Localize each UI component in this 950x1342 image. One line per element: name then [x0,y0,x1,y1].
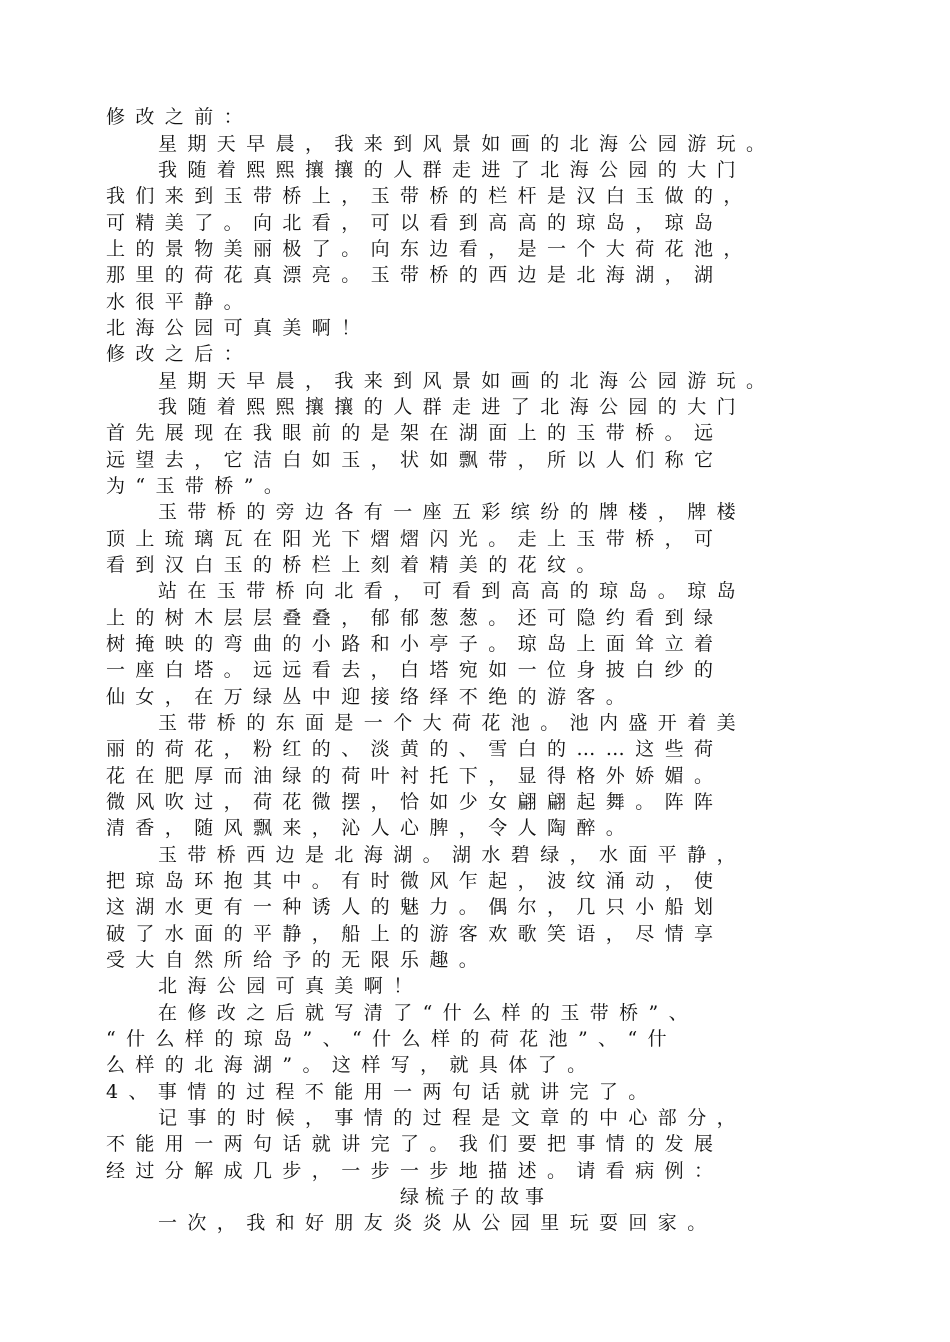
text-line: 这湖水更有一种诱人的魅力。偶尔，几只小船划 [106,896,724,918]
text-line: 为“玉带桥”。 [106,475,294,497]
text-line: 玉带桥的旁边各有一座五彩缤纷的牌楼，牌楼 [158,501,747,523]
text-line: 上的树木层层叠叠，郁郁葱葱。还可隐约看到绿 [106,607,724,629]
text-line: 花在肥厚而油绿的荷叶衬托下，显得格外娇媚。 [106,765,724,787]
text-line: 在修改之后就写清了“什么样的玉带桥”、 [158,1002,699,1024]
text-line: 北海公园可真美啊！ [158,975,423,997]
text-line: 可精美了。向北看，可以看到高高的琼岛，琼岛 [106,212,724,234]
text-line: 玉带桥的东面是一个大荷花池。池内盛开着美 [158,712,747,734]
text-line: 顶上琉璃瓦在阳光下熠熠闪光。走上玉带桥，可 [106,528,724,550]
text-line: 把琼岛环抱其中。有时微风乍起，波纹涌动，使 [106,870,724,892]
text-line: 星期天早晨，我来到风景如画的北海公园游玩。 [158,133,776,155]
text-line: 破了水面的平静，船上的游客欢歌笑语，尽情享 [106,923,724,945]
text-line: 我随着熙熙攘攘的人群走进了北海公园的大门 [158,159,747,181]
text-line: 不能用一两句话就讲完了。我们要把事情的发展 [106,1133,724,1155]
text-line: 受大自然所给予的无限乐趣。 [106,949,489,971]
text-line: 站在玉带桥向北看，可看到高高的琼岛。琼岛 [158,580,747,602]
text-line: 记事的时候，事情的过程是文章的中心部分， [158,1107,747,1129]
text-line: 清香，随风飘来，沁人心脾，令人陶醉。 [106,817,636,839]
text-line: 上的景物美丽极了。向东边看，是一个大荷花池， [106,238,753,260]
text-line: 么样的北海湖”。这样写，就具体了。 [106,1054,597,1076]
text-line: 我们来到玉带桥上，玉带桥的栏杆是汉白玉做的， [106,185,753,207]
text-line: 仙女，在万绿丛中迎接络绎不绝的游客。 [106,686,636,708]
text-line: 树掩映的弯曲的小路和小亭子。琼岛上面耸立着 [106,633,724,655]
text-line: 修改之前： [106,106,254,128]
text-line: 一座白塔。远远看去，白塔宛如一位身披白纱的 [106,659,724,681]
text-line: 我随着熙熙攘攘的人群走进了北海公园的大门 [158,396,747,418]
text-line: 微风吹过，荷花微摆，恰如少女翩翩起舞。阵阵 [106,791,724,813]
text-line: 星期天早晨，我来到风景如画的北海公园游玩。 [158,370,776,392]
story-title: 绿梳子的故事 [399,1186,550,1208]
text-line: 水很平静。 [106,291,254,313]
section-heading: 4、事情的过程不能用一两句话就讲完了。 [106,1081,658,1103]
text-line: 经过分解成几步，一步一步地描述。请看病例： [106,1160,724,1182]
text-line: 看到汉白玉的桥栏上刻着精美的花纹。 [106,554,606,576]
text-line: “什么样的琼岛”、“什么样的荷花池”、“什 [106,1028,677,1050]
text-line: 玉带桥西边是北海湖。湖水碧绿，水面平静， [158,844,747,866]
text-line: 修改之后： [106,343,254,365]
text-line: 首先展现在我眼前的是架在湖面上的玉带桥。远 [106,422,724,444]
text-line: 丽的荷花，粉红的、淡黄的、雪白的……这些荷 [106,738,724,760]
text-line: 那里的荷花真漂亮。玉带桥的西边是北海湖，湖 [106,264,724,286]
text-line: 北海公园可真美啊！ [106,317,371,339]
text-line: 远望去，它洁白如玉，状如飘带，所以人们称它 [106,449,724,471]
text-line: 一次，我和好朋友炎炎从公园里玩耍回家。 [158,1212,717,1234]
